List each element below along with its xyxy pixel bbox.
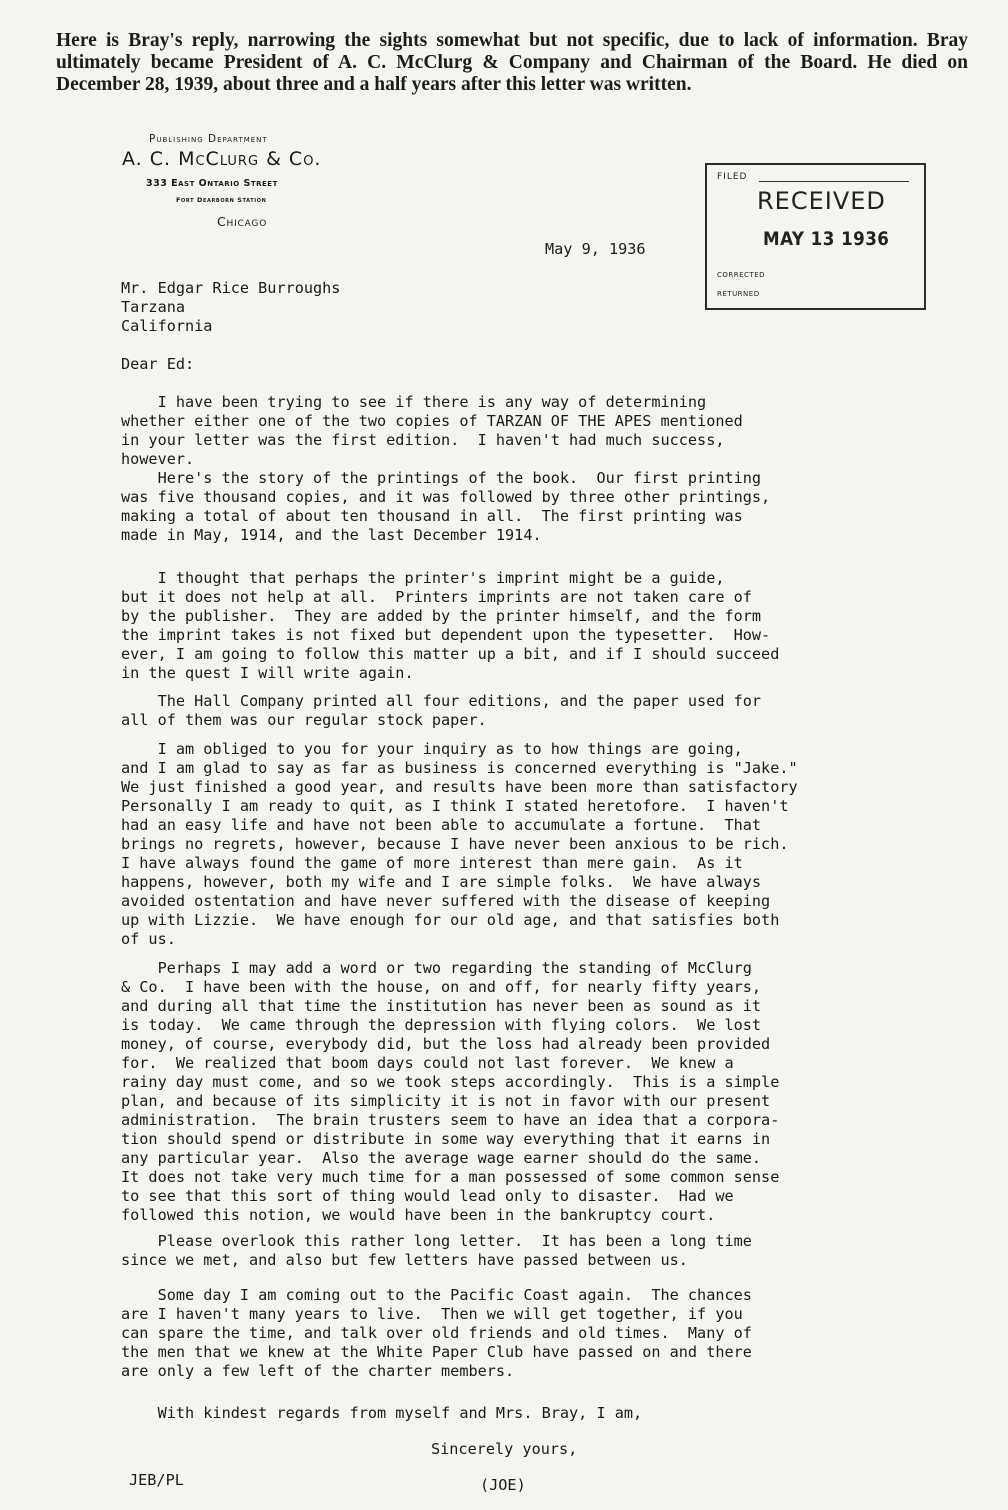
letter-paragraph bbox=[121, 569, 779, 683]
letter-line: administration. The brain trusters seem to have an idea that a corpora- bbox=[121, 1111, 780, 1129]
letterhead-station: Fort Dearborn Station bbox=[176, 196, 267, 204]
letter-line: Perhaps I may add a word or two regarding the standing of McClurg bbox=[121, 959, 752, 977]
letter-line: but it does not help at all. Printers imprints are not taken care of bbox=[121, 588, 752, 606]
letter-line: It does not take very much time for a man possessed of some common sense bbox=[121, 1168, 780, 1186]
letter-line: followed this notion, we would have been in the bankruptcy court. bbox=[121, 1206, 716, 1224]
letter-paragraph bbox=[121, 692, 761, 730]
letter-line: Please overlook this rather long letter. It has been a long time bbox=[121, 1232, 752, 1250]
letter-line: in the quest I will write again. bbox=[121, 664, 414, 682]
stamp-date: MAY 13 1936 bbox=[763, 228, 890, 250]
letter-line: of us. bbox=[121, 930, 176, 948]
letter-line: & Co. I have been with the house, on and off, for nearly fifty years, bbox=[121, 978, 762, 996]
letter-line: and during all that time the institution has never been as sound as it bbox=[121, 997, 762, 1015]
letter-line: I have been trying to see if there is any way of determining bbox=[121, 393, 707, 411]
letter-line: money, of course, everybody did, but the loss had already been provided bbox=[121, 1035, 771, 1053]
letter-paragraph bbox=[121, 740, 798, 949]
letter-paragraph bbox=[121, 393, 743, 469]
letter-line: are I haven't many years to live. Then we will get together, if you bbox=[121, 1305, 743, 1323]
letterhead-department: Publishing Department bbox=[149, 133, 268, 145]
letter-paragraph bbox=[121, 959, 779, 1225]
letter-line: The Hall Company printed all four editions, and the paper used for bbox=[121, 692, 762, 710]
letter-paragraph bbox=[121, 1232, 752, 1270]
stamp-returned: RETURNED bbox=[717, 290, 760, 298]
letter-line: made in May, 1914, and the last December 1914. bbox=[121, 526, 542, 544]
letter-line: I thought that perhaps the printer's imprint might be a guide, bbox=[121, 569, 725, 587]
letter-line: to see that this sort of thing would lead only to disaster. Had we bbox=[121, 1187, 734, 1205]
letterhead-company: A. C. McClurg & Co. bbox=[122, 148, 322, 170]
stamp-filed-line bbox=[759, 181, 909, 182]
letter-paragraph bbox=[121, 1286, 752, 1381]
letterhead-street: 333 East Ontario Street bbox=[146, 178, 278, 189]
letter-line: all of them was our regular stock paper. bbox=[121, 711, 487, 729]
letter-line: plan, and because of its simplicity it is not in favor with our present bbox=[121, 1092, 771, 1110]
letter-line: tion should spend or distribute in some way everything that it earns in bbox=[121, 1130, 771, 1148]
letterhead-city: Chicago bbox=[217, 214, 268, 229]
letter-line: in your letter was the first edition. I haven't had much success, bbox=[121, 431, 725, 449]
letter-line: avoided ostentation and have never suffered with the disease of keeping bbox=[121, 892, 771, 910]
letter-line: by the publisher. They are added by the printer himself, and the form bbox=[121, 607, 762, 625]
letter-line: We just finished a good year, and results have been more than satisfactory bbox=[121, 778, 798, 796]
letter-line: With kindest regards from myself and Mrs. Bray, I am, bbox=[121, 1404, 643, 1422]
letter-line: ever, I am going to follow this matter up a bit, and if I should succeed bbox=[121, 645, 780, 663]
letter-line: whether either one of the two copies of TARZAN OF THE APES mentioned bbox=[121, 412, 743, 430]
letter-line: the men that we knew at the White Paper Club have passed on and there bbox=[121, 1343, 752, 1361]
letter-date: May 9, 1936 bbox=[545, 240, 646, 258]
salutation: Dear Ed: bbox=[121, 355, 195, 373]
typist-initials: JEB/PL bbox=[129, 1471, 184, 1489]
address-line: Tarzana bbox=[121, 298, 186, 316]
letter-line: had an easy life and have not been able to accumulate a fortune. That bbox=[121, 816, 762, 834]
letter-line: happens, however, both my wife and I are simple folks. We have always bbox=[121, 873, 762, 891]
stamp-filed: FILED bbox=[717, 172, 748, 182]
letter-line: is today. We came through the depression with flying colors. We lost bbox=[121, 1016, 762, 1034]
letter-line: Here's the story of the printings of the book. Our first printing bbox=[121, 469, 762, 487]
letter-line: can spare the time, and talk over old friends and old times. Many of bbox=[121, 1324, 752, 1342]
stamp-received: RECEIVED bbox=[757, 187, 886, 215]
inside-address bbox=[121, 260, 340, 355]
letter-line: Personally I am ready to quit, as I think I stated heretofore. I haven't bbox=[121, 797, 789, 815]
letter-line: rainy day must come, and so we took steps accordingly. This is a simple bbox=[121, 1073, 780, 1091]
received-stamp bbox=[705, 163, 926, 310]
stamp-corrected: CORRECTED bbox=[717, 271, 766, 279]
intro-paragraph: Here is Bray's reply, narrowing the sights somewhat but not specific, due to lack of information. Bray ultimately became President of A. C. McClurg & Company and Chairman of the Board. He died on December 28, 1939, about three and a half years after this letter was written. bbox=[56, 30, 968, 95]
letter-line: any particular year. Also the average wage earner should do the same. bbox=[121, 1149, 762, 1167]
address-line: Mr. Edgar Rice Burroughs bbox=[121, 279, 341, 297]
letter-line: the imprint takes is not fixed but dependent upon the typesetter. How- bbox=[121, 626, 771, 644]
letter-line: Some day I am coming out to the Pacific Coast again. The chances bbox=[121, 1286, 752, 1304]
letter-line: for. We realized that boom days could not last forever. We knew a bbox=[121, 1054, 734, 1072]
letter-line: since we met, and also but few letters have passed between us. bbox=[121, 1251, 688, 1269]
letter-line: however. bbox=[121, 450, 195, 468]
closing: Sincerely yours, bbox=[431, 1440, 578, 1458]
letter-line: are only a few left of the charter members. bbox=[121, 1362, 515, 1380]
letter-line: was five thousand copies, and it was followed by three other printings, bbox=[121, 488, 771, 506]
signature: (JOE) bbox=[480, 1476, 526, 1494]
letter-line: I am obliged to you for your inquiry as to how things are going, bbox=[121, 740, 743, 758]
letter-line: making a total of about ten thousand in all. The first printing was bbox=[121, 507, 743, 525]
letter-line: brings no regrets, however, because I have never been anxious to be rich. bbox=[121, 835, 789, 853]
letter-line: and I am glad to say as far as business is concerned everything is "Jake." bbox=[121, 759, 798, 777]
letter-paragraph bbox=[121, 1404, 642, 1423]
letter-line: up with Lizzie. We have enough for our old age, and that satisfies both bbox=[121, 911, 780, 929]
letter-line: I have always found the game of more interest than mere gain. As it bbox=[121, 854, 743, 872]
address-line: California bbox=[121, 317, 213, 335]
letter-paragraph bbox=[121, 469, 770, 545]
